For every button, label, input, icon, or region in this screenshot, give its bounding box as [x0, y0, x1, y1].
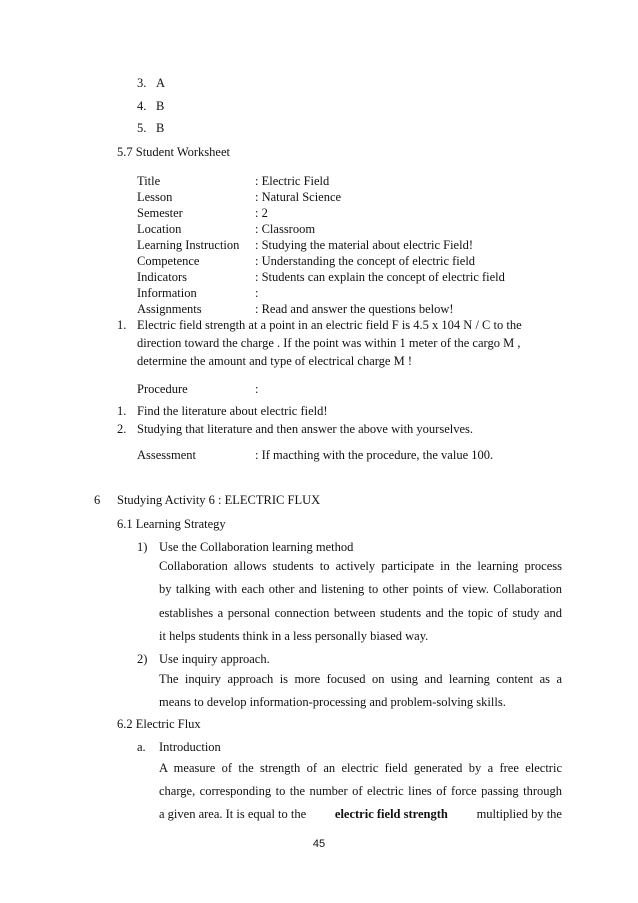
- worksheet-value: :: [255, 286, 259, 300]
- procedure-label: Procedure: [137, 382, 188, 396]
- question-line: Electric field strength at a point in an electric field F is 4.5 x 104 N / C to the: [137, 318, 522, 332]
- activity-number: 6: [94, 493, 101, 507]
- step-text: Find the literature about electric field!: [137, 404, 328, 418]
- answer-number: 4.: [137, 99, 147, 113]
- worksheet-label: Learning Instruction: [137, 238, 240, 252]
- worksheet-label: Title: [137, 174, 161, 188]
- intro-letter: a.: [137, 740, 146, 754]
- answer-number: 5.: [137, 121, 147, 135]
- assessment-label: Assessment: [137, 448, 197, 462]
- strategy-title: Use the Collaboration learning method: [159, 540, 354, 554]
- strategy-number: 2): [137, 652, 148, 666]
- page-number: 45: [312, 838, 326, 850]
- strategy-heading: 6.1 Learning Strategy: [117, 517, 226, 531]
- step-number: 2.: [117, 422, 127, 436]
- worksheet-label: Semester: [137, 206, 183, 220]
- worksheet-label: Indicators: [137, 270, 187, 284]
- step-text: Studying that literature and then answer the above with yourselves.: [137, 422, 474, 436]
- intro-last-line: [159, 806, 562, 822]
- worksheet-value: : Natural Science: [255, 190, 342, 204]
- strategy-line: Collaboration allows students to actively participate in the learning process: [159, 559, 562, 573]
- assessment-value: : If macthing with the procedure, the value 100.: [255, 448, 494, 462]
- question-line: direction toward the charge . If the point was within 1 meter of the cargo M ,: [137, 336, 521, 350]
- intro-line: charge, corresponding to the number of electric lines of force passing through: [159, 784, 562, 798]
- answer-number: 3.: [137, 76, 147, 90]
- worksheet-value: : Classroom: [255, 222, 316, 236]
- intro-text: multiplied by the: [476, 807, 562, 821]
- answer-text: B: [156, 99, 165, 113]
- procedure-value: :: [255, 382, 259, 396]
- worksheet-value: : 2: [255, 206, 268, 220]
- strategy-title: Use inquiry approach.: [159, 652, 270, 666]
- question-line: determine the amount and type of electrical charge M !: [137, 354, 412, 368]
- worksheet-value: : Understanding the concept of electric field: [255, 254, 476, 268]
- flux-heading: 6.2 Electric Flux: [117, 717, 201, 731]
- worksheet-value: : Read and answer the questions below!: [255, 302, 454, 316]
- strategy-line: it helps students think in a less personally biased way.: [159, 629, 429, 643]
- worksheet-label: Information: [137, 286, 197, 300]
- strategy-line: The inquiry approach is more focused on using and learning content as a: [159, 672, 562, 686]
- intro-text: a given area. It is equal to the: [159, 807, 307, 821]
- answer-text: A: [156, 76, 166, 90]
- worksheet-label: Lesson: [137, 190, 173, 204]
- intro-bold-term: electric field strength: [334, 807, 448, 821]
- worksheet-value: : Students can explain the concept of electric field: [255, 270, 505, 284]
- strategy-number: 1): [137, 540, 148, 554]
- worksheet-label: Location: [137, 222, 182, 236]
- intro-line: A measure of the strength of an electric field generated by a free electric: [159, 761, 562, 775]
- intro-title: Introduction: [159, 740, 221, 754]
- worksheet-label: Assignments: [137, 302, 202, 316]
- strategy-line: means to develop information-processing and problem-solving skills.: [159, 695, 506, 709]
- strategy-line: establishes a personal connection between students and the topic of study and: [159, 606, 562, 620]
- worksheet-label: Competence: [137, 254, 200, 268]
- activity-title: Studying Activity 6 : ELECTRIC FLUX: [117, 493, 321, 507]
- question-number: 1.: [117, 318, 127, 332]
- worksheet-value: : Studying the material about electric Field!: [255, 238, 473, 252]
- answer-text: B: [156, 121, 165, 135]
- worksheet-heading: 5.7 Student Worksheet: [117, 145, 230, 159]
- worksheet-value: : Electric Field: [255, 174, 330, 188]
- strategy-line: by talking with each other and listening to other points of view. Collaboration: [159, 582, 562, 596]
- step-number: 1.: [117, 404, 127, 418]
